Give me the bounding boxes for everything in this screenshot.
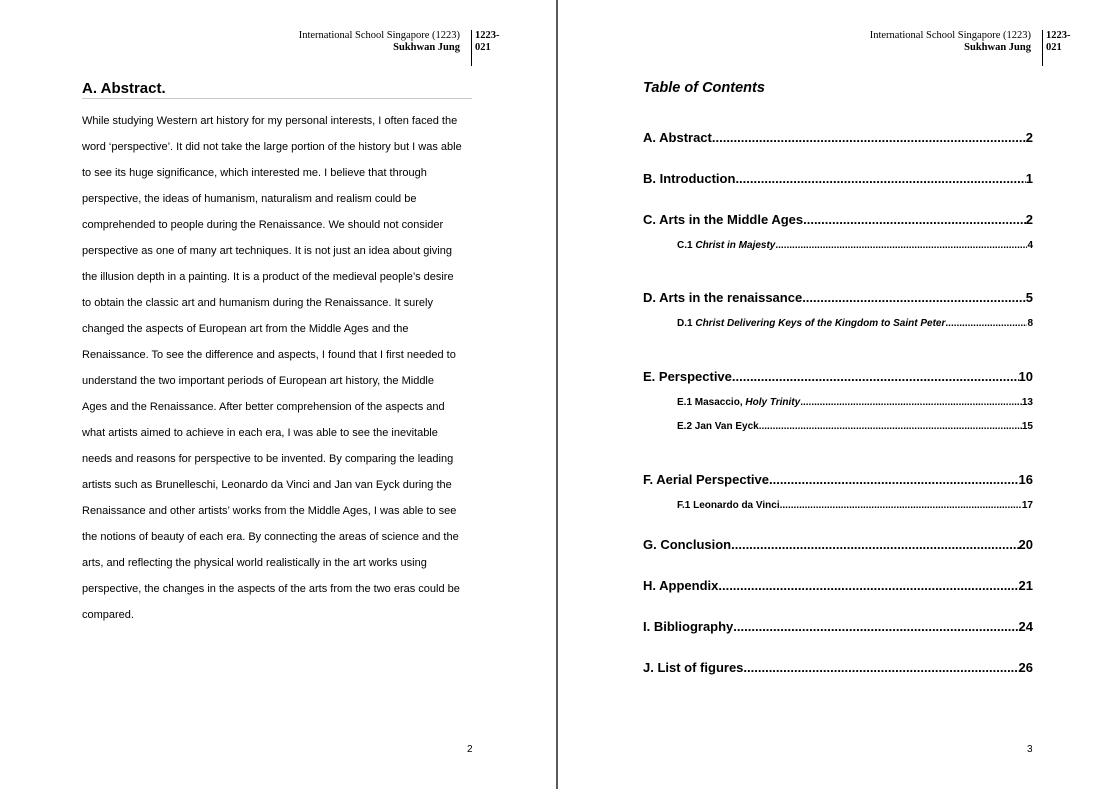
abstract-line: the illusion depth in a painting. It is a product of the medieval people’s desire (82, 271, 454, 283)
header-author: Sukhwan Jung (964, 42, 1031, 53)
page-number: 2 (467, 744, 473, 755)
toc-entry[interactable] (643, 578, 1033, 593)
toc-entry-label-text: C.1 (677, 240, 696, 251)
toc-entry-label-text: G. Conclusion (643, 537, 732, 552)
toc-entry-label (643, 537, 731, 552)
abstract-line: perspective, the ideas of humanism, naturalism and realism could be (82, 193, 417, 205)
toc-entry-page: 16 (1018, 472, 1033, 487)
abstract-line: the notions of beauty of each era. By connecting the areas of science and the (82, 531, 459, 543)
toc-entry-page: 15 (1021, 421, 1033, 432)
toc-leader-dots (769, 472, 1019, 487)
toc-entry-page: 2 (1025, 130, 1033, 145)
toc-entry-label (677, 421, 759, 432)
page-divider (556, 0, 558, 789)
toc-entry[interactable] (643, 619, 1033, 634)
toc-entry-label (643, 619, 733, 634)
toc-heading: Table of Contents (643, 80, 765, 96)
toc-entry[interactable] (643, 212, 1033, 227)
toc-entry-label-text: B. Introduction (643, 171, 736, 186)
page-header (298, 30, 502, 66)
abstract-line: needs and reasons for perspective to be invented. By comparing the leading (82, 453, 454, 465)
header-code-line2: 021 (1046, 42, 1062, 53)
abstract-line: Renaissance. To see the difference and aspects, I found that I first needed to (82, 349, 456, 361)
header-code-line1: 1223- (1046, 30, 1071, 41)
toc-entry-label (677, 318, 945, 329)
toc-entry-label-text: E.1 Masaccio, (677, 397, 746, 408)
toc-entry-label-text: F.1 Leonardo da Vinci (677, 500, 780, 511)
abstract-line: perspective as one of many art techniques. It is not just an idea about giving (82, 245, 452, 257)
abstract-line: artists such as Brunelleschi, Leonardo da Vinci and Jan van Eyck during the (82, 479, 452, 491)
toc-entry[interactable] (643, 369, 1033, 384)
toc-entry-page: 8 (1027, 318, 1033, 329)
toc-leader-dots (735, 171, 1025, 186)
toc-leader-dots (800, 397, 1022, 408)
toc-entry-label-text: D.1 (677, 318, 696, 329)
toc-entry-title-italic: Christ in Majesty (695, 240, 776, 251)
toc-entry[interactable] (643, 537, 1033, 552)
toc-entry-page: 21 (1018, 578, 1033, 593)
toc-leader-dots (759, 421, 1022, 432)
toc-entry-label (643, 472, 769, 487)
abstract-line: what artists aimed to achieve in each era, I was able to see the inevitable (82, 427, 438, 439)
toc-entry-page: 24 (1018, 619, 1033, 634)
header-code-line2: 021 (475, 42, 491, 53)
toc-entry-label (643, 212, 803, 227)
toc-entry-label-text: H. Appendix (643, 578, 719, 593)
header-divider (1042, 30, 1043, 66)
toc-leader-dots (743, 660, 1018, 675)
toc-entry-page: 20 (1018, 537, 1033, 552)
abstract-line: changed the aspects of European art from the Middle Ages and the (82, 323, 409, 335)
document-page-left (0, 0, 556, 789)
toc-entry-label (677, 397, 800, 408)
header-school: International School Singapore (1223) (298, 30, 460, 41)
abstract-line: understand the two important periods of European art history, the Middle (82, 375, 434, 387)
toc-leader-dots (732, 369, 1019, 384)
toc-leader-dots (733, 619, 1018, 634)
page-header (869, 30, 1073, 66)
toc-entry-page: 13 (1021, 397, 1033, 408)
abstract-line: compared. (82, 609, 134, 621)
toc-entry-label (643, 171, 735, 186)
toc-entry-page: 4 (1027, 240, 1033, 251)
toc-entry[interactable] (643, 660, 1033, 675)
toc-entry-label (643, 290, 802, 305)
abstract-line: to obtain the classic art and humanism during the Renaissance. It surely (82, 297, 433, 309)
toc-entry-label (643, 578, 718, 593)
abstract-line: Ages and the Renaissance. After better comprehension of the aspects and (82, 401, 445, 413)
toc-entry-page: 10 (1018, 369, 1033, 384)
toc-leader-dots (718, 578, 1018, 593)
toc-entry[interactable] (643, 130, 1033, 145)
toc-entry-label (677, 500, 780, 511)
abstract-line: perspective, the changes in the aspects of the arts from the two eras could be (82, 583, 460, 595)
header-divider (471, 30, 472, 66)
toc-entry[interactable] (643, 171, 1033, 186)
toc-entry-title-italic: Christ Delivering Keys of the Kingdom to Saint Peter (695, 318, 946, 329)
toc-entry-label-text: C. Arts in the Middle Ages (643, 212, 804, 227)
toc-entry-label-text: D. Arts in the renaissance (643, 290, 803, 305)
toc-entry-label-text: J. List of figures (643, 660, 744, 675)
toc-leader-dots (712, 130, 1026, 145)
toc-entry-page: 5 (1025, 290, 1033, 305)
toc-entry-label-text: E. Perspective (643, 369, 732, 384)
toc-leader-dots (731, 537, 1018, 552)
toc-entry-page: 1 (1025, 171, 1033, 186)
toc-entry-label-text: F. Aerial Perspective (643, 472, 769, 487)
toc-entry-page: 2 (1025, 212, 1033, 227)
toc-entry[interactable] (677, 397, 1033, 408)
toc-leader-dots (945, 318, 1027, 329)
toc-leader-dots (803, 212, 1026, 227)
toc-entry[interactable] (677, 240, 1033, 251)
abstract-line: comprehended to people during the Renaissance. We should not consider (82, 219, 444, 231)
abstract-body (82, 108, 477, 628)
abstract-line: arts, and reflecting the physical world realistically in the art works using (82, 557, 427, 569)
toc-entry-page: 17 (1021, 500, 1033, 511)
abstract-line: word ‘perspective’. It did not take the large portion of the history but I was able (82, 141, 462, 153)
toc-entry[interactable] (643, 290, 1033, 305)
toc-entry[interactable] (677, 318, 1033, 329)
header-school: International School Singapore (1223) (869, 30, 1031, 41)
header-code-line1: 1223- (475, 30, 500, 41)
toc-leader-dots (780, 500, 1022, 511)
toc-leader-dots (802, 290, 1026, 305)
toc-entry[interactable] (677, 500, 1033, 511)
toc-leader-dots (775, 240, 1027, 251)
toc-entry-page: 26 (1018, 660, 1033, 675)
toc-entry[interactable] (643, 472, 1033, 487)
page-number: 3 (1027, 744, 1033, 755)
toc-entry-label-text: I. Bibliography (643, 619, 734, 634)
abstract-heading: A. Abstract. (82, 80, 472, 99)
document-page-right (559, 0, 1113, 789)
toc-entry-label (677, 240, 775, 251)
toc-entry-title-italic: Holy Trinity (745, 397, 801, 408)
header-author: Sukhwan Jung (393, 42, 460, 53)
toc-entry-label (643, 130, 712, 145)
abstract-line: to see its huge significance, which interested me. I believe that through (82, 167, 427, 179)
abstract-line: Renaissance and other artists’ works from the Middle Ages, I was able to see (82, 505, 457, 517)
toc-entry-label (643, 660, 743, 675)
abstract-line: While studying Western art history for my personal interests, I often faced the (82, 115, 458, 127)
toc-entry[interactable] (677, 421, 1033, 432)
toc-entry-label (643, 369, 732, 384)
toc-entry-label-text: E.2 Jan Van Eyck (677, 421, 759, 432)
toc-entry-label-text: A. Abstract (643, 130, 712, 145)
